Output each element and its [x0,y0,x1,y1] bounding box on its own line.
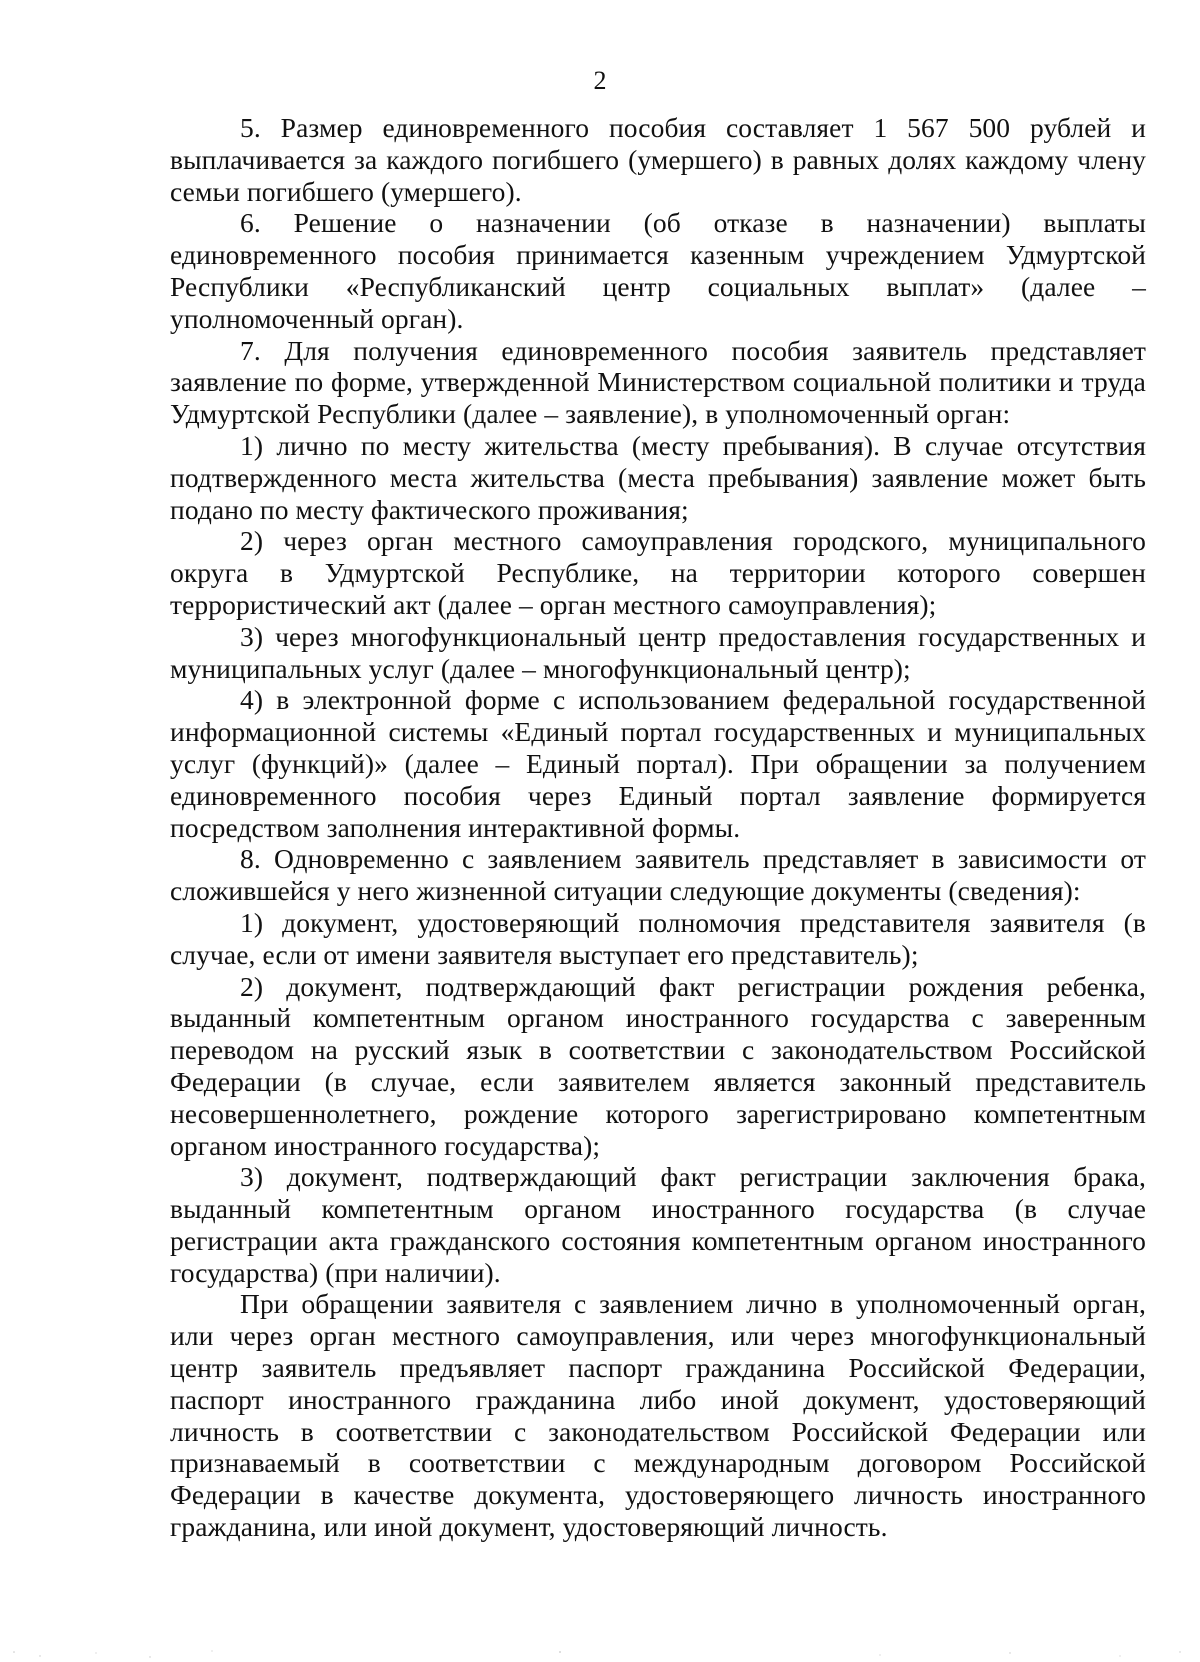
page-number: 2 [593,66,607,95]
paragraph-8-item-2: 2) документ, подтверждающий факт регистрации рождения ребенка, выданный компетентным органом иностранного государства с заверенным переводом на русский язык в соответствии с законодательством Российской Федерации (в случае, если заявителем является законный представитель несовершеннолетнего, рождение которого зарегистрировано компетентным органом иностранного государства); [170,970,1146,1161]
paragraph-7-item-4: 4) в электронной форме с использованием федеральной государственной информационной системы «Единый портал государственных и муниципальных услуг (функций)» (далее – Единый портал). При обращении за получением единовременного пособия через Единый портал заявление формируется посредством заполнения интерактивной формы. [170,684,1146,843]
paragraph-8: 8. Одновременно с заявлением заявитель представляет в зависимости от сложившейся у него жизненной ситуации следующие документы (сведения): [170,843,1146,907]
paragraph-7-item-1: 1) лично по месту жительства (месту пребывания). В случае отсутствия подтвержденного места жительства (места пребывания) заявление может быть подано по месту фактического проживания; [170,429,1146,525]
paragraph-7-item-2: 2) через орган местного самоуправления городского, муниципального округа в Удмуртской Республике, на территории которого совершен террористический акт (далее – орган местного самоуправления); [170,525,1146,620]
paragraph-7-item-3: 3) через многофункциональный центр предоставления государственных и муниципальных услуг (далее – многофункциональный центр); [170,620,1146,684]
paragraph-6: 6. Решение о назначении (об отказе в назначении) выплаты единовременного пособия принимается казенным учреждением Удмуртской Республики «Республиканский центр социальных выплат» (далее – уполномоченный орган). [170,207,1146,334]
paragraph-8-item-3: 3) документ, подтверждающий факт регистрации заключения брака, выданный компетентным органом иностранного государства (в случае регистрации акта гражданского состояния компетентным органом иностранного государства) (при наличии). [170,1161,1146,1288]
paragraph-7: 7. Для получения единовременного пособия заявитель представляет заявление по форме, утвержденной Министерством социальной политики и труда Удмуртской Республики (далее – заявление), в уполномоченный орган: [170,334,1146,430]
paragraph-identity-documents: При обращении заявителя с заявлением лично в уполномоченный орган, или через орган местного самоуправления, или через многофункциональный центр заявитель предъявляет паспорт гражданина Российской Федерации, паспорт иностранного гражданина либо иной документ, удостоверяющий личность в соответствии с законодательством Российской Федерации или признаваемый в соответствии с международным договором Российской Федерации в качестве документа, удостоверяющего личность иностранного гражданина, или иной документ, удостоверяющий личность. [170,1288,1146,1543]
paragraph-5: 5. Размер единовременного пособия составляет 1 567 500 рублей и выплачивается за каждого погибшего (умершего) в равных долях каждому члену семьи погибшего (умершего). [170,112,1146,207]
document-body [170,112,1146,1543]
scan-noise-decoration [0,1622,1200,1662]
paragraph-8-item-1: 1) документ, удостоверяющий полномочия представителя заявителя (в случае, если от имени заявителя выступает его представитель); [170,906,1146,970]
